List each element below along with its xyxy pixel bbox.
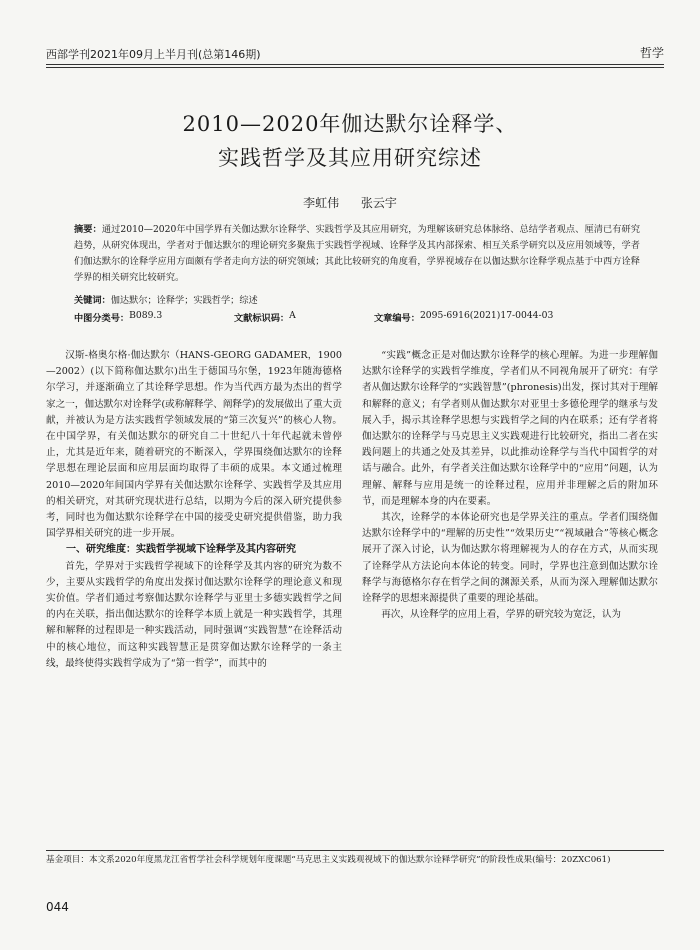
- paragraph: 首先，学界对于实践哲学视域下的诠释学及其内容的研究为数不少，主要从实践哲学的角度出发探讨伽达默尔诠释学的理论意义和现实价值。学者们通过考察伽达默尔诠释学与亚里士多德实践哲学之间的内在关联，指出伽达默尔的诠释学本质上就是一种实践哲学，其理解和解释的过程即是一种实践活动，同时强调“实践智慧”在诠释活动中的核心地位，而这种实践智慧正是贯穿伽达默尔诠释学的一条主线，最终使得实践哲学成为了“第一哲学”，而其中的: [46, 560, 342, 669]
- funding-footnote: 基金项目：本文系2020年度黑龙江省哲学社会科学规划年度课题“马克思主义实践观视域下的伽达默尔诠释学研究”的阶段性成果(编号：20ZXC061): [46, 855, 611, 865]
- keywords-label: 关键词：: [74, 295, 111, 306]
- paragraph: “实践”概念正是对伽达默尔诠释学的核心理解。为进一步理解伽达默尔诠释学的实践哲学维度，学者们从不同视角展开了研究：有学者从伽达默尔诠释学的“实践智慧”(phronesis)出发，探讨其对于理解和解释的意义；有学者则从伽达默尔对亚里士多德伦理学的继承与发展入手，揭示其诠释学思想与实践哲学之间的内在联系；还有学者将伽达默尔的诠释学与马克思主义实践观进行比较研究，指出二者在实践问题上的共通之处及其差异，以此推动诠释学与当代中国哲学的对话与融合。此外，有学者关注伽达默尔诠释学中的“应用”问题，认为理解、解释与应用是统一的诠释过程，应用并非理解之后的附加环节，而是理解本身的内在要素。: [362, 350, 658, 507]
- abstract-text: 通过2010—2020年中国学界有关伽达默尔诠释学、实践哲学及其应用研究，为理解该研究总体脉络、总结学者观点、厘清已有研究趋势，从研究体现出，学者对于伽达默尔的理论研究多聚焦于实践哲学视域、诠释学及其内部探索、相互关系学研究以及应用领域等，学者们伽达默尔的诠释学应用方面颇有学者走向方法的研究领域；其此比较研究的角度看，学界视域存在以伽达默尔诠释学观点基于中西方诠释学界的相关研究比较研究。: [74, 224, 641, 283]
- page-number: 044: [46, 900, 69, 914]
- abstract-label: 摘要：: [74, 224, 102, 235]
- keywords-text: 伽达默尔；诠释学；实践哲学；综述: [110, 295, 258, 306]
- section-label: 哲学: [639, 46, 664, 60]
- section-heading: 一、研究维度：实践哲学视域下诠释学及其内容研究: [66, 544, 296, 556]
- running-header: [46, 44, 664, 64]
- document-code: 文献标识码： A: [234, 310, 296, 324]
- header-rule-thin: [46, 67, 664, 68]
- paragraph: 其次，诠释学的本体论研究也是学界关注的重点。学者们围绕伽达默尔诠释学中的“理解的历史性”“效果历史”“视域融合”等核心概念展开了深入讨论，认为伽达默尔将理解视为人的存在方式，从而实现了诠释学从方法论向本体论的转变。同时，学界也注意到伽达默尔诠释学与海德格尔存在哲学之间的渊源关系，从而为深入理解伽达默尔诠释学的思想来源提供了重要的理论基础。: [362, 512, 658, 605]
- journal-issue: 西部学刊2021年09月上半月刊(总第146期): [46, 48, 261, 61]
- header-rule-thick: [46, 64, 664, 65]
- paragraph: 再次，从诠释学的应用上看，学界的研究较为宽泛，认为: [381, 609, 622, 621]
- article-title-line-2: 实践哲学及其应用研究综述: [218, 146, 482, 170]
- body-column-left: [46, 348, 342, 672]
- paragraph: 汉斯-格奥尔格·伽达默尔（HANS-GEORG GADAMER，1900—2002）(以下简称伽达默尔)出生于德国马尔堡，1923年随海德格尔学习，并逐渐确立了其诠释学思想。作为当代西方最为杰出的哲学家之一，伽达默尔对诠释学(或称解释学、阐释学)的发展做出了重大贡献，并被认为是方法实践哲学领域发展的“第三次复兴”的核心人物。在中国学界，有关伽达默尔的研究自二十世纪八十年代起就未曾停止，尤其是近年来，随着研究的不断深入，学界围绕伽达默尔的诠释学思想在理论层面和应用层面均取得了丰硕的成果。本文通过梳理2010—2020年间国内学界有关伽达默尔诠释学、实践哲学及其应用的相关研究，对其研究现状进行总结，以期为今后的深入研究提供参考，同时也为伽达默尔诠释学在中国的接受史研究提供借鉴，助力我国学界相关研究的进一步开展。: [46, 350, 342, 540]
- keywords: [74, 292, 640, 306]
- authors: 李虹伟 张云宇: [303, 196, 397, 210]
- clc-number: 中图分类号： B089.3: [74, 310, 163, 324]
- abstract: [74, 222, 640, 286]
- article-title-line-1: 2010—2020年伽达默尔诠释学、: [182, 112, 518, 136]
- article-number: 文章编号： 2095-6916(2021)17-0044-03: [374, 310, 554, 324]
- footnote-rule: [46, 850, 664, 851]
- body-column-right: [362, 348, 658, 623]
